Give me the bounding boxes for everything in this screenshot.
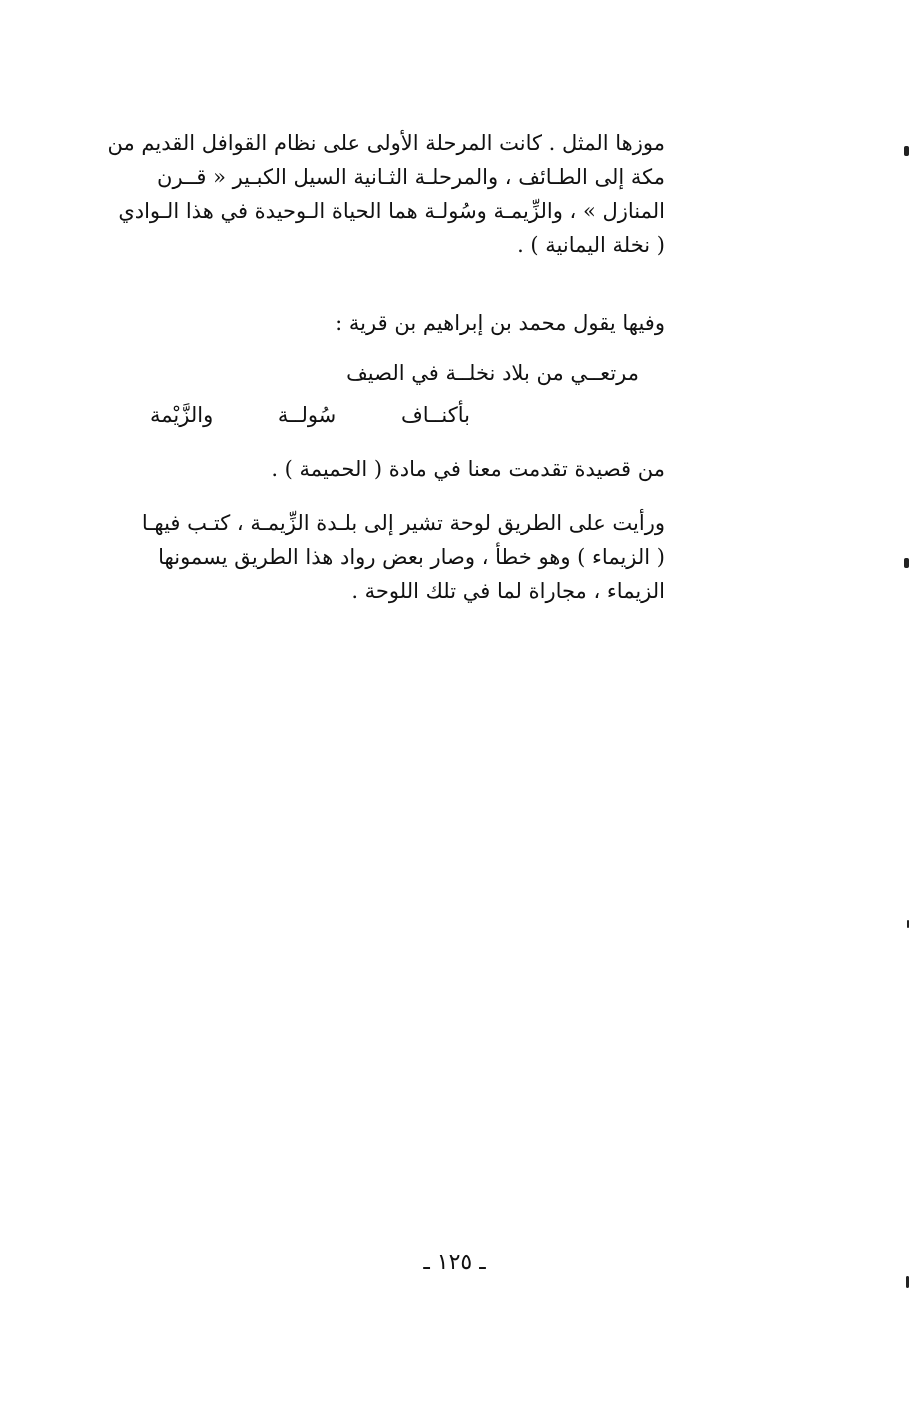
page-number: ـ ١٢٥ ـ — [423, 1250, 486, 1275]
verse-line-1: مرتعــي من بلاد نخلــة في الصيف — [346, 361, 639, 385]
margin-mark — [904, 558, 909, 568]
verse-line-2 — [150, 398, 470, 432]
paragraph-4-line-2: ( الزيماء ) وهو خطأ ، وصار بعض رواد هذا الطريق يسمونها — [158, 545, 665, 569]
paragraph-1-line-2: مكة إلى الطـائف ، والمرحلـة الثـانية السيل الكبـير « قــرن — [157, 165, 665, 189]
paragraph-3 — [125, 452, 665, 486]
paragraph-1-line-1: موزها المثل . كانت المرحلة الأولى على نظام القوافل القديم من — [107, 131, 665, 155]
paragraph-4-line-3: الزيماء ، مجاراة لما في تلك اللوحة . — [351, 579, 665, 603]
verse-word-3: والزَّيْمة — [150, 403, 214, 427]
paragraph-2 — [125, 306, 665, 340]
paragraph-1-line-4: ( نخلة اليمانية ) . — [517, 233, 665, 257]
verse-word-2: سُولــة — [277, 403, 337, 427]
paragraph-1-line-3: المنازل » ، والزِّيمـة وسُولـة هما الحياة الـوحيدة في هذا الـوادي — [118, 199, 665, 223]
paragraph-4 — [125, 506, 665, 608]
paragraph-4-line-1: ورأيت على الطريق لوحة تشير إلى بلـدة الزِّيمـة ، كتـب فيهـا — [141, 511, 665, 535]
paragraph-1 — [107, 126, 665, 262]
paragraph-2-line-1: وفيها يقول محمد بن إبراهيم بن قرية : — [335, 311, 665, 335]
margin-mark — [904, 146, 909, 156]
paragraph-3-line-1: من قصيدة تقدمت معنا في مادة ( الحميمة ) . — [271, 457, 665, 481]
verse-word-1: بأكنــاف — [400, 403, 470, 427]
